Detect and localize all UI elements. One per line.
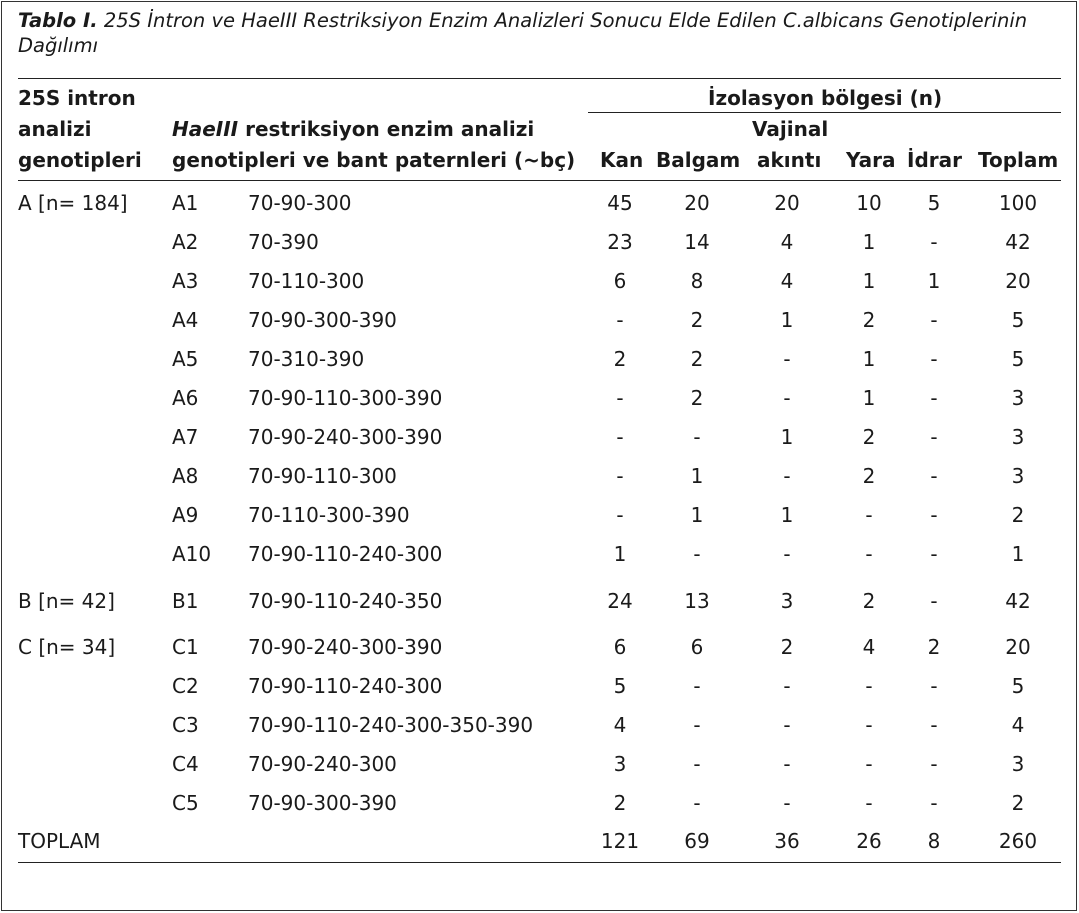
band-pattern-cell: 70-90-110-240-300-350-390 [248,713,534,737]
top-rule [18,78,1061,79]
col1-header-line3: genotipleri [18,148,142,172]
count-cell: 1 [862,347,876,371]
count-cell: - [865,674,873,698]
region-group-header: İzolasyon bölgesi (n) [708,86,943,110]
count-cell: - [865,542,873,566]
count-cell: 1 [780,503,794,527]
band-pattern-cell: 70-90-300-390 [248,308,397,332]
count-cell: 26 [856,829,882,853]
count-cell: 2 [690,347,704,371]
count-cell: - [693,542,701,566]
count-cell: - [783,464,791,488]
count-cell: 1 [862,386,876,410]
band-pattern-cell: 70-110-300 [248,269,365,293]
count-cell: 1 [862,269,876,293]
count-cell: - [865,503,873,527]
count-cell: 4 [1011,713,1025,737]
count-cell: 3 [613,752,627,776]
count-cell: 1 [862,230,876,254]
count-cell: 1 [613,542,627,566]
count-cell: 3 [1011,425,1025,449]
table-caption [18,8,1063,58]
count-cell: 24 [607,589,633,613]
count-cell: 42 [1005,589,1031,613]
count-cell: - [693,713,701,737]
count-cell: 3 [1011,464,1025,488]
count-cell: 42 [1005,230,1031,254]
band-pattern-cell: 70-90-300-390 [248,791,397,815]
count-cell: - [930,752,938,776]
count-cell: - [616,386,624,410]
count-cell: 2 [690,308,704,332]
header-kan: Kan [600,148,644,172]
count-cell: 36 [774,829,800,853]
count-cell: 6 [613,635,627,659]
count-cell: - [930,503,938,527]
header-akinti: akıntı [757,148,822,172]
count-cell: 4 [780,269,794,293]
count-cell: 2 [690,386,704,410]
count-cell: 2 [927,635,941,659]
count-cell: - [783,542,791,566]
header-bottom-rule [18,180,1061,181]
count-cell: 3 [1011,386,1025,410]
count-cell: 1 [1011,542,1025,566]
count-cell: - [783,386,791,410]
count-cell: 1 [780,308,794,332]
genotype-cell: A5 [172,347,199,371]
count-cell: - [930,230,938,254]
count-cell: 1 [690,503,704,527]
region-rule [588,112,1061,113]
count-cell: - [865,713,873,737]
count-cell: - [865,791,873,815]
count-cell: 20 [1005,635,1031,659]
count-cell: 2 [613,791,627,815]
haeiii-italic: HaeIII [172,117,239,141]
count-cell: 2 [1011,503,1025,527]
count-cell: 69 [684,829,710,853]
count-cell: 2 [862,589,876,613]
band-pattern-cell: 70-90-110-300 [248,464,397,488]
genotype-cell: A9 [172,503,199,527]
count-cell: 1 [927,269,941,293]
count-cell: 100 [998,191,1038,215]
count-cell: 3 [1011,752,1025,776]
count-cell: 4 [613,713,627,737]
header-yara: Yara [846,148,896,172]
vajinal-header-top: Vajinal [752,117,829,141]
count-cell: 2 [1011,791,1025,815]
count-cell: 1 [690,464,704,488]
band-pattern-cell: 70-90-240-300-390 [248,635,443,659]
band-pattern-cell: 70-390 [248,230,319,254]
count-cell: - [865,752,873,776]
count-cell: 3 [780,589,794,613]
count-cell: 23 [607,230,633,254]
row-group-label: A [n= 184] [18,191,128,215]
col1-header-line1: 25S intron [18,86,136,110]
count-cell: - [930,542,938,566]
count-cell: 8 [927,829,941,853]
band-pattern-cell: 70-90-300 [248,191,352,215]
genotype-cell: C4 [172,752,199,776]
count-cell: - [616,503,624,527]
count-cell: - [783,713,791,737]
genotype-cell: A3 [172,269,199,293]
count-cell: 2 [613,347,627,371]
row-group-label: TOPLAM [18,829,101,853]
bottom-rule [18,862,1061,863]
col2-header-line1 [172,116,534,142]
count-cell: 8 [690,269,704,293]
count-cell: - [930,425,938,449]
header-toplam: Toplam [978,148,1059,172]
count-cell: - [783,791,791,815]
count-cell: 4 [780,230,794,254]
count-cell: - [930,386,938,410]
genotype-cell: C2 [172,674,199,698]
count-cell: 5 [613,674,627,698]
count-cell: 5 [1011,308,1025,332]
count-cell: - [693,791,701,815]
genotype-cell: A6 [172,386,199,410]
caption-label: Tablo I. [18,9,98,32]
count-cell: - [693,425,701,449]
count-cell: 2 [862,464,876,488]
row-group-label: C [n= 34] [18,635,116,659]
genotype-cell: A2 [172,230,199,254]
band-pattern-cell: 70-110-300-390 [248,503,410,527]
genotype-cell: A1 [172,191,199,215]
band-pattern-cell: 70-90-110-300-390 [248,386,443,410]
band-pattern-cell: 70-90-110-240-300 [248,542,443,566]
genotype-cell: A7 [172,425,199,449]
count-cell: - [616,464,624,488]
genotype-cell: B1 [172,589,199,613]
count-cell: - [783,347,791,371]
count-cell: 2 [862,425,876,449]
band-pattern-cell: 70-90-240-300 [248,752,397,776]
caption-text: 25S İntron ve HaeIII Restriksiyon Enzim Analizleri Sonucu Elde Edilen C.albicans Genotiplerinin Dağılımı [18,9,1028,57]
count-cell: 20 [774,191,800,215]
count-cell: - [930,308,938,332]
row-group-label: B [n= 42] [18,589,115,613]
count-cell: - [693,752,701,776]
count-cell: - [616,425,624,449]
genotype-cell: A4 [172,308,199,332]
count-cell: - [616,308,624,332]
count-cell: - [783,674,791,698]
count-cell: 5 [1011,674,1025,698]
header-balgam: Balgam [656,148,741,172]
header-idrar: İdrar [907,148,962,172]
count-cell: 121 [600,829,640,853]
count-cell: 20 [684,191,710,215]
count-cell: 5 [1011,347,1025,371]
band-pattern-cell: 70-90-240-300-390 [248,425,443,449]
band-pattern-cell: 70-90-110-240-350 [248,589,443,613]
col2-header-rest: restriksiyon enzim analizi [245,117,535,141]
col2-header-line2: genotipleri ve bant paternleri (~bç) [172,148,576,172]
count-cell: 1 [780,425,794,449]
count-cell: 13 [684,589,710,613]
genotype-cell: A8 [172,464,199,488]
count-cell: 20 [1005,269,1031,293]
count-cell: 5 [927,191,941,215]
genotype-cell: C1 [172,635,199,659]
count-cell: - [930,347,938,371]
col1-header-line2: analizi [18,117,92,141]
count-cell: 4 [862,635,876,659]
genotype-cell: C5 [172,791,199,815]
count-cell: - [930,674,938,698]
count-cell: 14 [684,230,710,254]
genotype-cell: C3 [172,713,199,737]
genotype-cell: A10 [172,542,212,566]
count-cell: - [693,674,701,698]
count-cell: - [930,713,938,737]
count-cell: 2 [862,308,876,332]
count-cell: 6 [690,635,704,659]
count-cell: 10 [856,191,882,215]
band-pattern-cell: 70-90-110-240-300 [248,674,443,698]
count-cell: - [930,791,938,815]
count-cell: - [783,752,791,776]
count-cell: - [930,464,938,488]
count-cell: - [930,589,938,613]
count-cell: 6 [613,269,627,293]
count-cell: 45 [607,191,633,215]
count-cell: 260 [998,829,1038,853]
band-pattern-cell: 70-310-390 [248,347,365,371]
count-cell: 2 [780,635,794,659]
